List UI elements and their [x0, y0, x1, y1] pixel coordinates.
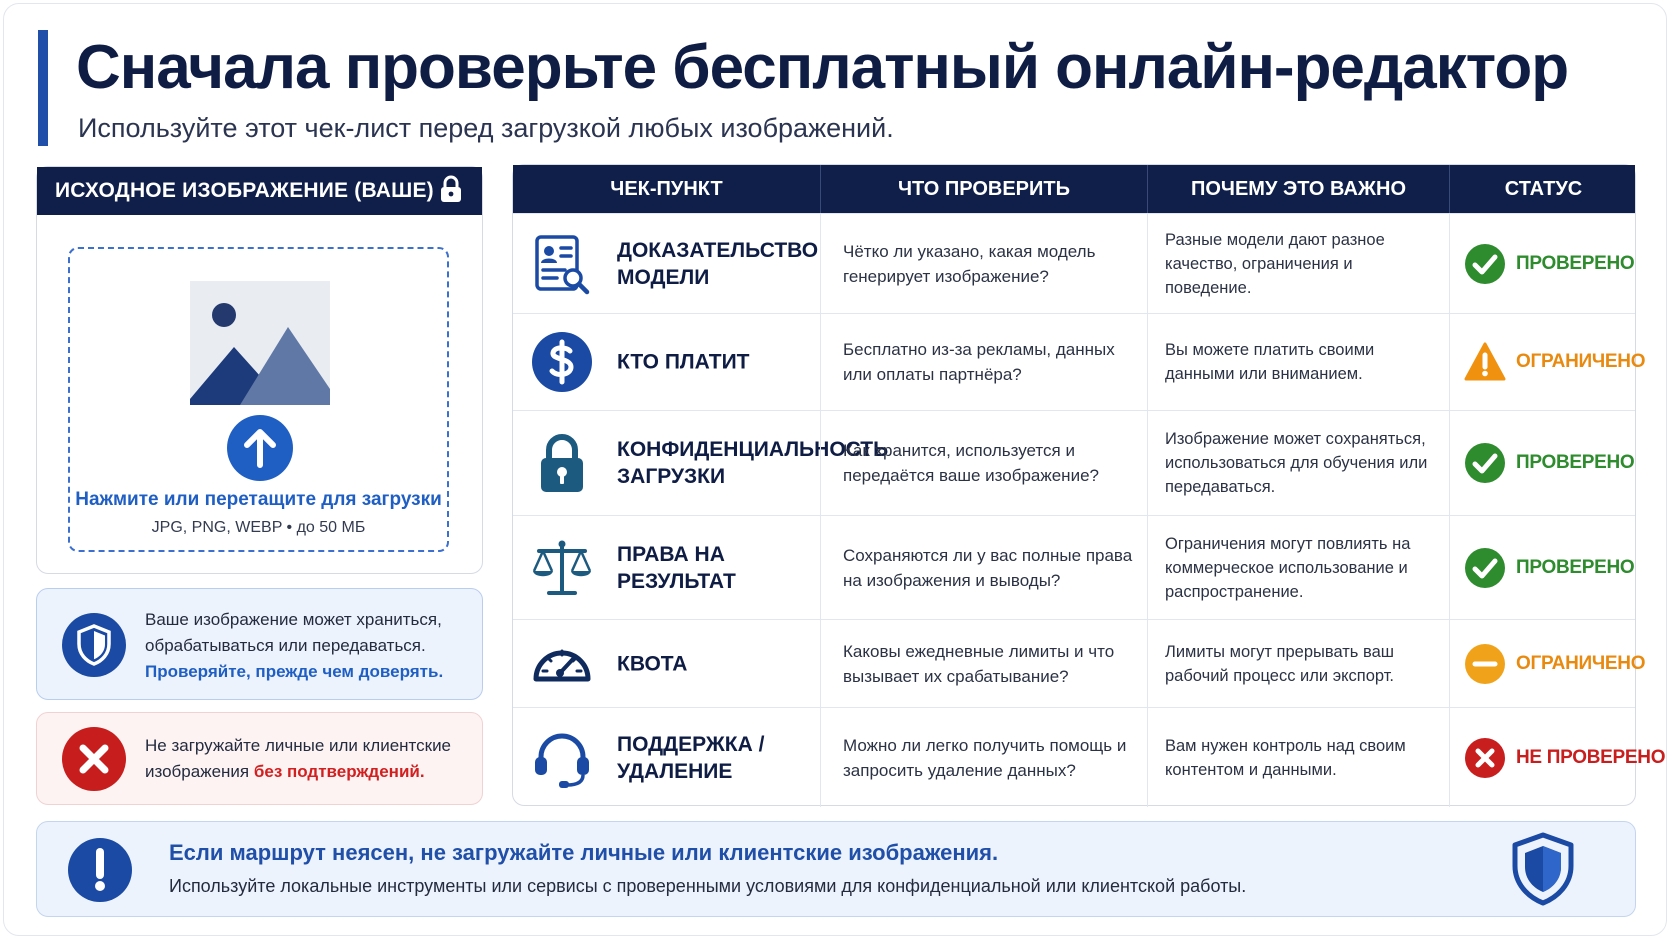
checkpoint-label: ДОКАЗАТЕЛЬСТВО МОДЕЛИ: [617, 238, 819, 289]
upload-arrow-icon[interactable]: [227, 415, 293, 481]
status-badge: [1449, 516, 1637, 619]
warning-banner: [36, 821, 1636, 917]
why-text: Вам нужен контроль над своим контентом и данными.: [1165, 736, 1406, 779]
check-circle-icon: [1464, 547, 1506, 589]
table-row: [513, 619, 1646, 707]
page-subtitle: Используйте этот чек-лист перед загрузкой любых изображений.: [78, 113, 894, 143]
status-badge: [1449, 214, 1637, 313]
minus-circle-icon: [1464, 643, 1506, 685]
check-text: Бесплатно из-за рекламы, данных или оплаты партнёра?: [843, 340, 1115, 384]
headset-icon: [529, 725, 595, 791]
upload-panel-header: [37, 167, 482, 215]
status-label: ПРОВЕРЕНО: [1516, 452, 1635, 473]
checkpoint-label: КТО ПЛАТИТ: [617, 350, 750, 374]
check-text: Чётко ли указано, какая модель генерирует изображение?: [843, 241, 1096, 286]
status-badge: [1449, 314, 1646, 410]
checkpoint-label: ПРАВА НА РЕЗУЛЬТАТ: [617, 542, 736, 593]
scales-icon: [529, 535, 595, 601]
table-row: [513, 213, 1635, 313]
shield-icon: [1511, 832, 1575, 906]
status-label: ОГРАНИЧЕНО: [1516, 351, 1646, 372]
column-header-what-to-check: ЧТО ПРОВЕРИТЬ: [820, 165, 1147, 213]
table-row: [513, 707, 1666, 807]
table-row: [513, 410, 1635, 515]
banner-text: Используйте локальные инструменты или сервисы с проверенными условиями для конфиденциальной или клиентской работы.: [169, 876, 1247, 896]
document-search-icon: [529, 231, 595, 297]
shield-icon: [61, 612, 127, 678]
padlock-icon: [529, 430, 595, 496]
check-text: Каковы ежедневные лимиты и что вызывает их срабатывание?: [843, 641, 1115, 686]
image-placeholder-icon: [190, 281, 330, 405]
checkpoint-label: КВОТА: [617, 652, 688, 675]
upload-dropzone[interactable]: [68, 247, 449, 552]
why-text: Разные модели дают разное качество, ограничения и поведение.: [1165, 230, 1385, 297]
check-circle-icon: [1464, 442, 1506, 484]
upload-panel: [36, 166, 483, 574]
banner-title: Если маршрут неясен, не загружайте личные или клиентские изображения.: [169, 840, 999, 865]
warning-note: [36, 712, 483, 805]
check-text: Можно ли легко получить помощь и запросить удаление данных?: [843, 735, 1127, 780]
table-header: [513, 165, 1635, 213]
status-badge: [1449, 620, 1646, 707]
check-text: Как хранится, используется и передаётся ваше изображение?: [843, 441, 1099, 485]
checkpoint-label: ПОДДЕРЖКА / УДАЛЕНИЕ: [617, 732, 765, 783]
upload-instruction[interactable]: Нажмите или перетащите для загрузки: [75, 489, 442, 510]
column-header-checkpoint: ЧЕК-ПУНКТ: [610, 177, 723, 200]
column-header-why-important: ПОЧЕМУ ЭТО ВАЖНО: [1147, 165, 1449, 213]
upload-panel-title: ИСХОДНОЕ ИЗОБРАЖЕНИЕ (ВАШЕ): [55, 179, 434, 202]
table-row: [513, 515, 1635, 619]
why-text: Изображение может сохраняться, использоваться для обучения или передаваться.: [1165, 430, 1428, 496]
privacy-note-text: Ваше изображение может храниться, обрабатываться или передаваться. Проверяйте, прежде чем доверять.: [145, 610, 444, 681]
check-text: Сохраняются ли у вас полные права на изображения и выводы?: [843, 545, 1133, 590]
warning-triangle-icon: [1464, 341, 1506, 383]
checklist-table: [512, 164, 1666, 806]
x-circle-icon: [1464, 737, 1506, 779]
warning-note-emphasis: без подтверждений.: [253, 762, 425, 781]
exclamation-icon: [67, 837, 133, 903]
status-badge: [1449, 411, 1637, 515]
status-badge: [1449, 708, 1666, 807]
table-row: [513, 313, 1646, 410]
privacy-note-emphasis: Проверяйте, прежде чем доверять.: [145, 662, 444, 681]
upload-formats: JPG, PNG, WEBP • до 50 МБ: [151, 519, 366, 536]
why-text: Лимиты могут прерывать ваш рабочий процесс или экспорт.: [1165, 642, 1395, 685]
status-label: ПРОВЕРЕНО: [1516, 252, 1635, 274]
status-label: ОГРАНИЧЕНО: [1516, 652, 1646, 674]
x-circle-icon: [61, 726, 127, 792]
why-text: Вы можете платить своими данными или вниманием.: [1165, 341, 1375, 383]
check-circle-icon: [1464, 243, 1506, 285]
warning-note-text: Не загружайте личные или клиентские изображения без подтверждений.: [145, 736, 452, 781]
checkpoint-label: КОНФИДЕНЦИАЛЬНОСТЬ ЗАГРУЗКИ: [617, 438, 889, 488]
page-title: Сначала проверьте бесплатный онлайн-редактор: [76, 33, 1569, 102]
privacy-note: [36, 588, 483, 700]
status-label: НЕ ПРОВЕРЕНО: [1516, 746, 1666, 768]
title-accent-bar: [38, 30, 48, 146]
column-header-status: СТАТУС: [1449, 165, 1637, 213]
status-label: ПРОВЕРЕНО: [1516, 556, 1635, 578]
dollar-icon: [529, 329, 595, 395]
why-text: Ограничения могут повлиять на коммерческое использование и распространение.: [1165, 534, 1411, 601]
gauge-icon: [529, 631, 595, 697]
lock-icon: [438, 175, 464, 208]
